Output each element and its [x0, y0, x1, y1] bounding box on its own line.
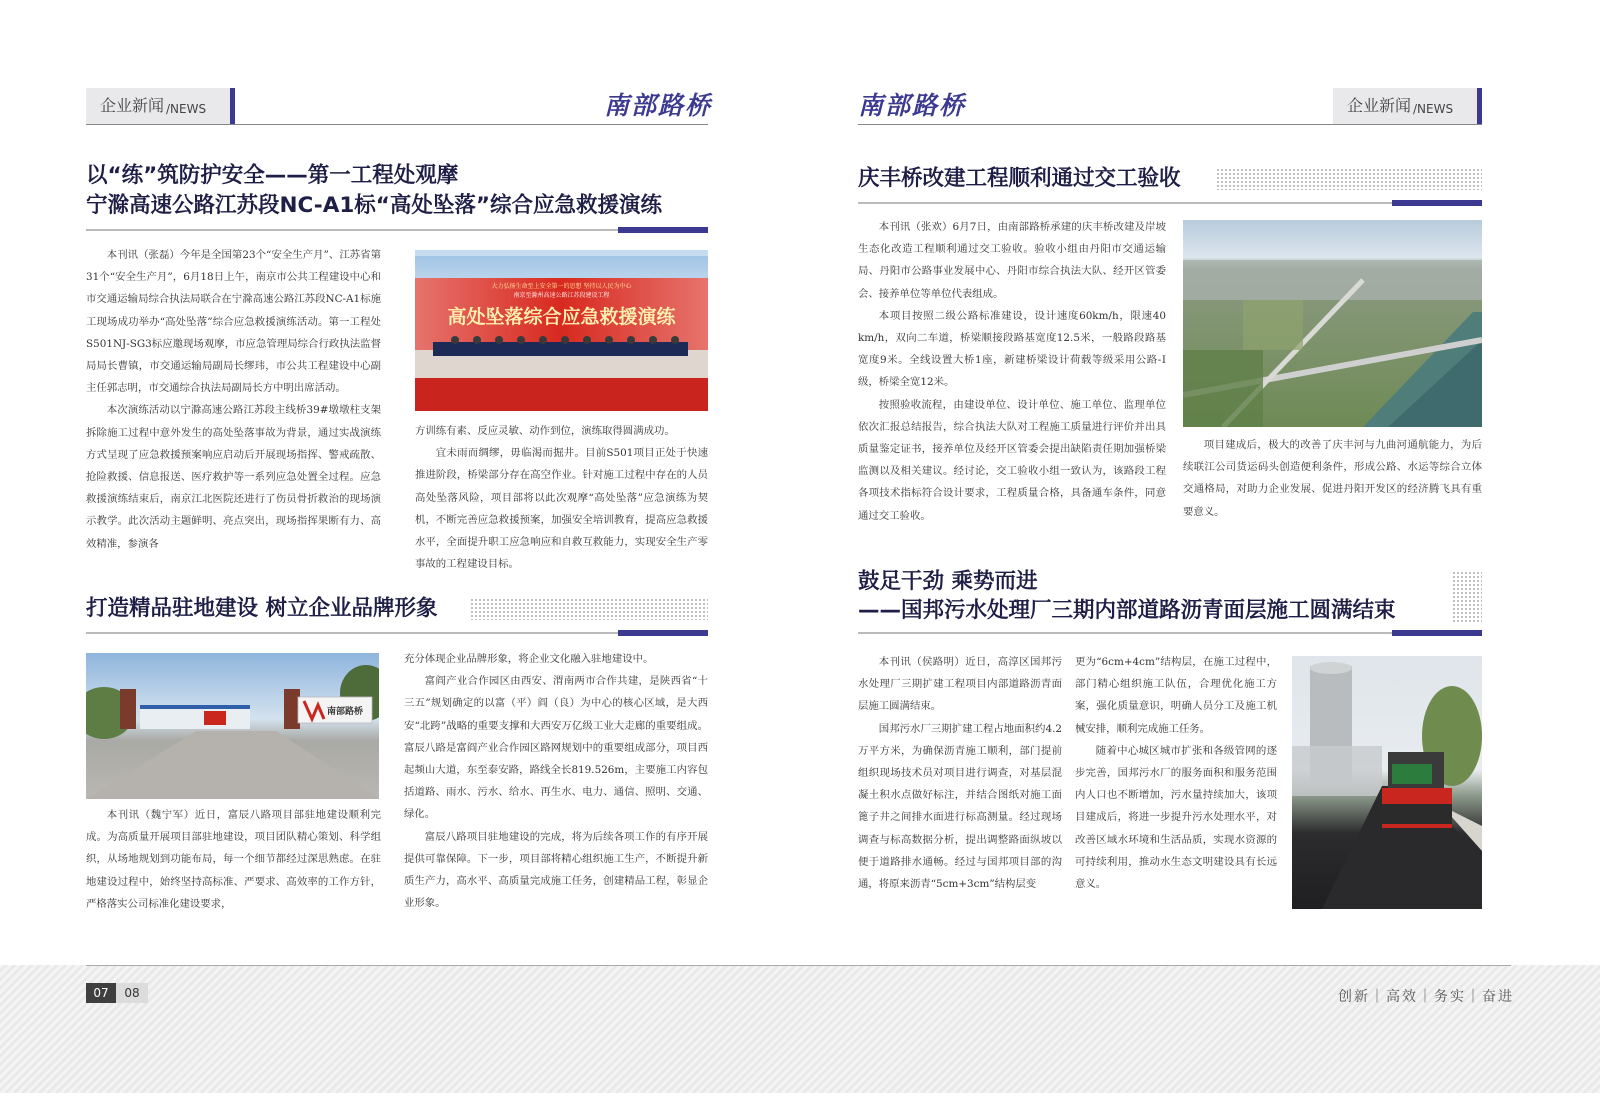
section-label-en: /NEWS — [166, 102, 207, 116]
paragraph: 本项目按照二级公路标准建设，设计速度60km/h，限速40 km/h，双向二车道，桥梁顺接段路基宽度12.5米，一般路段路基宽度9米。全线设置大桥1座，新建桥梁设计荷载等级采用公路-Ⅰ级，桥梁全宽12米。 — [858, 309, 1177, 389]
banner-small-line2: 南京至滁州高速公路江苏段建设工程 — [513, 292, 610, 299]
paragraph: 按照验收流程，由建设单位、设计单位、施工单位、监理单位依次汇报总结报告，综合执法大队对工程施工质量进行评价并出具质量鉴定证书，接养单位及经开区管委会提出缺陷责任期加强桥梁监测以及相关建议。经讨论，交工验收小组一致认为，该路段工程各项技术指标符合设计要求，工程质量合格，具备通车条件，同意通过交工验收。 — [858, 398, 1166, 522]
paragraph: 宜未雨而绸缪，毋临渴而掘井。目前S501项目正处于快速推进阶段，桥梁部分存在高空作业。针对施工过程中存在的人员高处坠落风险，项目部将以此次观摩“高处坠落”应急演练为契机，不断完善应急救援预案，加强安全培训教育，提高应急救援水平，全面提升职工应急响应和自救互救能力，实现安全生产零事故的工程建设目标。 — [415, 447, 708, 571]
drill-stage-photo — [415, 250, 708, 411]
drill-stage-scene — [415, 250, 708, 411]
title-dot-pattern — [1452, 571, 1482, 623]
article2-body-col2 — [404, 648, 708, 914]
footer-rule — [86, 965, 1511, 966]
article3-title-rule — [858, 202, 1482, 204]
page-number-right: 08 — [116, 983, 148, 1003]
paragraph: 国邦污水厂三期扩建工程占地面积约4.2万平方米，为确保沥青施工顺利，部门提前组织现场技术员对项目进行调查，对基层混凝土积水点做好标注，并结合图纸对施工面篦子井之间排水面进行标高测量。经过现场调查与标高数据分析，提出调整路面纵坡以便于道路排水通畅。经过与国邦项目部的沟通，将原来沥青“5cm+3cm”结构层变 — [858, 722, 1062, 891]
paragraph: 本刊讯（张欢）6月7日，由南部路桥承建的庆丰桥改建及岸坡生态化改造工程顺利通过交工验收。验收小组由丹阳市交通运输局、丹阳市公路事业发展中心、丹阳市综合执法大队、经开区管委会、接养单位等单位代表组成。 — [858, 221, 1166, 300]
article4-title-line2: ——国邦污水处理厂三期内部道路沥青面层施工圆满结束 — [858, 598, 1396, 623]
brand-logo-right: 南部路桥 — [858, 91, 967, 120]
footer-background — [0, 965, 1600, 1093]
article4-title-line1: 鼓足干劲 乘势而进 — [858, 569, 1038, 594]
article1-title-rule — [86, 229, 708, 231]
banner-small-line1: 大力弘扬生命至上安全第一的思想 坚持以人民为中心 — [491, 283, 632, 290]
title-dot-pattern — [470, 598, 708, 620]
bridge-aerial-scene — [1183, 220, 1482, 427]
section-label-zh: 企业新闻 — [100, 96, 165, 115]
article3-body-col2 — [1183, 434, 1482, 524]
article4-title-rule — [858, 632, 1482, 634]
section-tab-left — [86, 88, 235, 124]
paragraph: 本刊讯（魏宁军）近日，富辰八路项目部驻地建设顺利完成。为高质量开展项目部驻地建设，项目团队精心策划、科学组织，从场地规划到功能布局，每一个细节都经过深思熟虑。在驻地建设过程中，始终坚持高标准、严要求、高效率的工作方针，严格落实公司标准化建设要求， — [86, 809, 381, 910]
footer-slogan: 创新｜高效｜务实｜奋进 — [1338, 989, 1514, 1005]
paragraph: 本次演练活动以宁滁高速公路江苏段主线桥39#墩墩柱支架拆除施工过程中意外发生的高处坠落事故为背景，通过实战演练方式呈现了应急救援预案响应启动后开展现场指挥、警戒疏散、抢险救援、信息报送、医疗救护等一系列应急处置全过程。应急救援演练结束后，南京江北医院还进行了伤员骨折救治的现场演示教学。此次活动主题鲜明、亮点突出，现场指挥果断有力、高效精准，参演各 — [86, 404, 381, 550]
title-dot-pattern — [1216, 168, 1482, 190]
paragraph: 随着中心城区城市扩张和各级管网的逐步完善，国邦污水厂的服务面积和服务范围内人口也不断增加，污水量持续加大，该项目建成后，将进一步提升污水处理水平，对改善区域水环境和生活品质，实现水资源的可持续利用，推动水生态文明建设具有长远意义。 — [1075, 744, 1277, 891]
asphalt-paving-scene — [1292, 656, 1482, 909]
section-label-en: /NEWS — [1413, 102, 1454, 116]
paragraph: 富阎产业合作园区由西安、渭南两市合作共建，是陕西省“十三五”规划确定的以富（平）阎（良）为中心的核心区域，是大西安“北跨”战略的重要支撑和大西安万亿级工业大走廊的重要组成。富辰八路是富阎产业合作园区路网规划中的重要组成部分，项目西起频山大道，东至泰安路，路线全长819.526m，主要施工内容包括道路、雨水、污水、给水、再生水、电力、通信、照明、交通、绿化。 — [404, 675, 708, 821]
article4-body-col2 — [1075, 651, 1277, 915]
article2-title: 打造精品驻地建设 树立企业品牌形象 — [86, 596, 438, 621]
asphalt-paving-photo — [1292, 656, 1482, 909]
section-tab-right — [1333, 88, 1482, 124]
gate-sign-text: 南部路桥 — [327, 707, 364, 717]
paragraph: 充分体现企业品牌形象，将企业文化融入驻地建设中。 — [404, 653, 654, 665]
camp-gate-scene — [86, 653, 379, 799]
paragraph: 本刊讯（张磊）今年是全国第23个“安全生产月”、江苏省第31个“安全生产月”，6月18日上午，南京市公共工程建设中心和市交通运输局综合执法局联合在宁滁高速公路江苏段NC-A1标施工现场成功举办“高处坠落”综合应急救援演练活动。第一工程处S501NJ-SG3标应邀现场观摩，市应急管理局综合行政执法监督局局长曹镇，市交通运输局副局长缪玮，市公共工程建设中心副主任郭志明，市交通综合执法局副局长方中明出席活动。 — [86, 249, 381, 395]
article2-title-rule — [86, 632, 708, 634]
article1-body-col1 — [86, 244, 381, 574]
paragraph: 项目建成后，极大的改善了庆丰河与九曲河通航能力，为后续联江公司货运码头创造便利条件，形成公路、水运等综合立体交通格局，对助力企业发展、促进丹阳开发区的经济腾飞具有重要意义。 — [1183, 439, 1482, 518]
article1-title-line1: 以“练”筑防护安全——第一工程处观摩 — [86, 163, 459, 188]
article1-title-line2: 宁滁高速公路江苏段NC-A1标“高处坠落”综合应急救援演练 — [86, 193, 663, 218]
paragraph: 富辰八路项目驻地建设的完成，将为后续各项工作的有序开展提供可靠保障。下一步，项目部将精心组织施工生产，不断提升新质生产力，高水平、高质量完成施工任务，创建精品工程，彰显企业形象。 — [404, 830, 708, 910]
article3-body-col1 — [858, 216, 1177, 524]
header-rule-right — [858, 124, 1482, 125]
article1-body-col2 — [415, 420, 708, 575]
article4-body-col1 — [858, 651, 1062, 915]
paragraph: 方训练有素、反应灵敏、动作到位，演练取得圆满成功。 — [415, 425, 675, 437]
page-number-left: 07 — [86, 983, 116, 1003]
article3-title: 庆丰桥改建工程顺利通过交工验收 — [858, 166, 1181, 191]
brand-logo-left: 南部路桥 — [604, 91, 713, 120]
paragraph: 本刊讯（侯路明）近日，高淳区国邦污水处理厂三期扩建工程项目内部道路沥青面层施工圆满结束。 — [858, 656, 1062, 713]
banner-main-text: 高处坠落综合应急救援演练 — [447, 306, 676, 328]
paragraph: 更为“6cm+4cm”结构层，在施工过程中，部门精心组织施工队伍，合理优化施工方案，强化质量意识，明确人员分工及施工机械安排，顺利完成施工任务。 — [1075, 656, 1277, 735]
camp-gate-photo — [86, 653, 379, 799]
section-label-zh: 企业新闻 — [1347, 96, 1412, 115]
header-rule-left — [86, 124, 708, 125]
article2-body-col1 — [86, 804, 381, 914]
bridge-aerial-photo — [1183, 220, 1482, 427]
